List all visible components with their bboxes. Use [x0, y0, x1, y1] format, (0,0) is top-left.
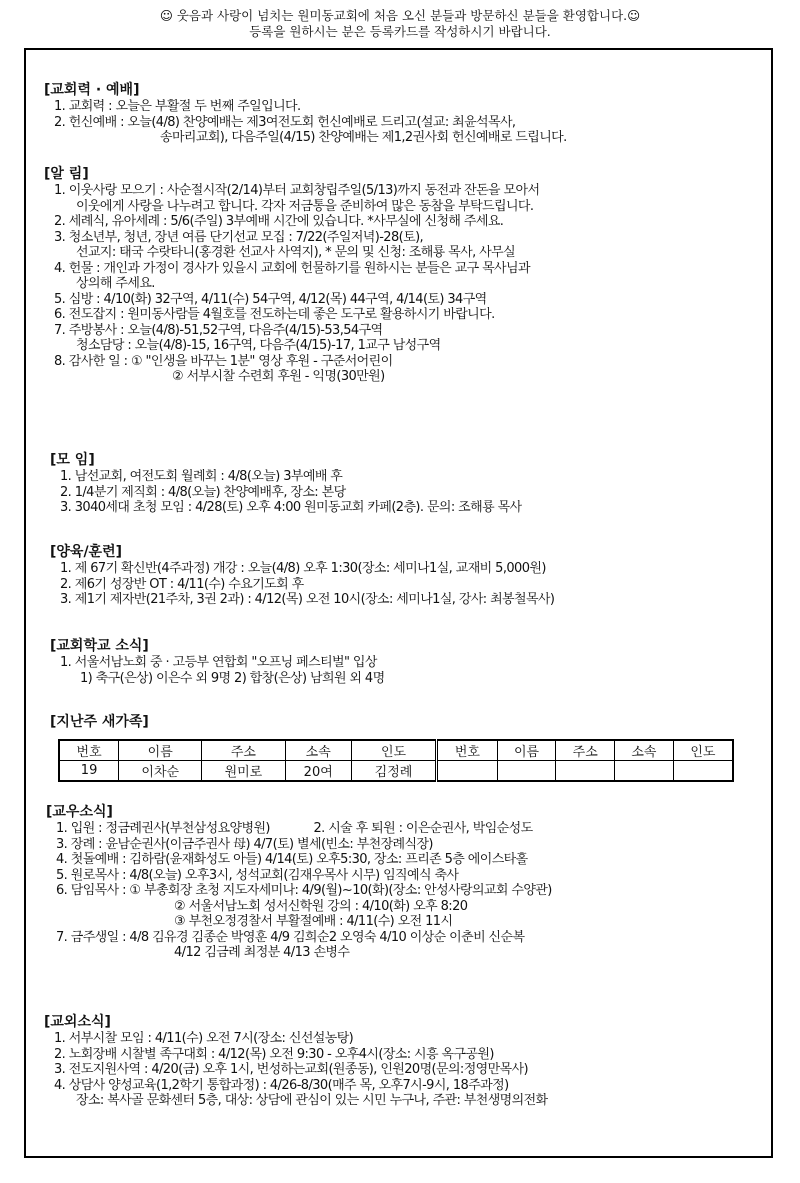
member-line: ③ 부천오정경찰서 부활절예배 : 4/11(수) 오전 11시	[174, 914, 453, 929]
hospital-note: 1. 입원 : 정금례권사(부천삼성요양병원)	[56, 821, 270, 836]
notice-line: 7. 주방봉사 : 오늘(4/8)-51,52구역, 다음주(4/15)-53,54구역	[54, 322, 383, 338]
table-cell	[673, 761, 733, 782]
section-new-family	[50, 714, 762, 782]
meeting-line: 3. 3040세대 초청 모임 : 4/28(토) 오후 4:00 원미동교회 카페(2층). 문의: 조해룡 목사	[60, 500, 522, 515]
section-title: [지난주 새가족]	[50, 714, 149, 730]
notice-line: 3. 청소년부, 청년, 장년 여름 단기선교 모집 : 7/22(주일저녁)-28(토),	[54, 229, 424, 245]
welcome-header	[0, 8, 800, 40]
notice-line: 2. 세례식, 유아세례 : 5/6(주일) 3부예배 시간에 있습니다. *사무실에 신청해 주세요.	[54, 214, 504, 229]
meeting-line: 1. 남선교회, 여전도회 월례회 : 4/8(오늘) 3부예배 후	[60, 469, 343, 484]
table-header-cell: 소속	[615, 740, 674, 761]
table-cell	[437, 761, 498, 782]
calendar-line: 2. 헌신예배 : 오늘(4/8) 찬양예배는 제3여전도회 헌신예배로 드리고(설교: 최윤석목사,	[54, 114, 516, 130]
table-header-row	[59, 740, 733, 761]
school-line: 1) 축구(은상) 이은수 외 9명 2) 합창(은상) 남희원 외 4명	[80, 670, 385, 686]
calendar-line: 송마리교회), 다음주일(4/15) 찬양예배는 제1,2권사회 헌신예배로 드립니다.	[160, 130, 567, 145]
member-line	[46, 821, 758, 837]
section-school	[50, 638, 762, 686]
table-header-cell: 주소	[202, 740, 285, 761]
table-cell: 김정례	[351, 761, 436, 782]
table-cell: 이차순	[119, 761, 202, 782]
meeting-line: 2. 1/4분기 제직회 : 4/8(오늘) 찬양예배후, 장소: 본당	[60, 484, 346, 500]
member-line: 7. 금주생일 : 4/8 김유경 김종순 박영훈 4/9 김희순2 오영숙 4/10 이상순 이춘비 신순복	[56, 929, 525, 945]
table-cell	[497, 761, 556, 782]
notice-line: ② 서부시찰 수련회 후원 - 익명(30만원)	[172, 369, 385, 384]
section-title: [양육/훈련]	[50, 544, 123, 560]
notice-line: 청소담당 : 오늘(4/8)-15, 16구역, 다음주(4/15)-17, 1교구 남성구역	[76, 338, 441, 353]
notice-line: 이웃에게 사랑을 나누려고 합니다. 각자 저금통을 준비하여 많은 동참을 부탁드립니다.	[76, 198, 534, 214]
external-line: 4. 상담사 양성교육(1,2학기 통합과정) : 4/26-8/30(매주 목, 오후7시-9시, 18주과정)	[54, 1077, 509, 1093]
section-title: [모 임]	[50, 452, 95, 468]
member-line: 3. 장례 : 윤남순권사(이금주권사 母) 4/7(토) 별세(빈소: 부천장례식장)	[56, 836, 433, 852]
external-line: 1. 서부시찰 모임 : 4/11(수) 오전 7시(장소: 신선설농탕)	[54, 1031, 354, 1046]
training-line: 2. 제6기 성장반 OT : 4/11(수) 수요기도회 후	[60, 576, 304, 592]
section-title: [교외소식]	[44, 1014, 111, 1030]
new-family-table	[58, 739, 734, 782]
table-row	[59, 761, 733, 782]
external-line: 2. 노회장배 시찰별 족구대회 : 4/12(목) 오전 9:30 - 오후4시(장소: 시흥 옥구공원)	[54, 1046, 494, 1062]
table-header-cell: 번호	[59, 740, 119, 761]
welcome-line: ☺ 웃음과 사랑이 넘치는 원미동교회에 처음 오신 분들과 방문하신 분들을 환영합니다.☺	[159, 8, 641, 23]
section-meetings	[50, 452, 762, 516]
notice-line: 5. 심방 : 4/10(화) 32구역, 4/11(수) 54구역, 4/12(목) 44구역, 4/14(토) 34구역	[54, 291, 487, 307]
table-header-cell: 번호	[437, 740, 498, 761]
table-cell: 20여	[285, 761, 351, 782]
section-title: [교회학교 소식]	[50, 638, 149, 654]
notice-line: 1. 이웃사랑 모으기 : 사순절시작(2/14)부터 교회창립주일(5/13)까지 동전과 잔돈을 모아서	[54, 183, 540, 198]
registration-line: 등록을 원하시는 분은 등록카드를 작성하시기 바랍니다.	[249, 24, 551, 39]
section-training	[50, 544, 762, 608]
table-cell	[615, 761, 674, 782]
table-header-cell: 소속	[285, 740, 351, 761]
table-header-cell: 인도	[351, 740, 436, 761]
section-calendar	[44, 82, 756, 146]
table-header-cell: 인도	[673, 740, 733, 761]
section-title: [교회력 · 예배]	[44, 82, 140, 98]
discharge-note: 2. 시술 후 퇴원 : 이은순권사, 박임순성도	[313, 821, 533, 836]
section-title: [교우소식]	[46, 804, 113, 820]
external-line: 장소: 복사골 문화센터 5층, 대상: 상담에 관심이 있는 시민 누구나, 주관: 부천생명의전화	[76, 1093, 548, 1108]
member-line: 4. 첫돌예배 : 김하람(윤재화성도 아들) 4/14(토) 오후5:30, 장소: 프리존 5층 에이스타홀	[56, 852, 528, 867]
calendar-line: 1. 교회력 : 오늘은 부활절 두 번째 주일입니다.	[54, 99, 301, 114]
member-line: 4/12 김금례 최정분 4/13 손병수	[174, 945, 350, 960]
external-line: 3. 전도지원사역 : 4/20(금) 오후 1시, 번성하는교회(원종동), 인원20명(문의:정영만목사)	[54, 1062, 528, 1077]
section-notices	[44, 166, 756, 385]
school-line: 1. 서울서남노회 중 · 고등부 연합회 "오프닝 페스티벌" 입상	[60, 655, 377, 670]
table-cell: 19	[59, 761, 119, 782]
table-cell	[556, 761, 615, 782]
member-line: 5. 원로목사 : 4/8(오늘) 오후3시, 성석교회(김재우목사 시무) 임직예식 축사	[56, 867, 459, 883]
table-cell: 원미로	[202, 761, 285, 782]
section-external	[44, 1014, 756, 1109]
table-header-cell: 이름	[119, 740, 202, 761]
notice-line: 8. 감사한 일 : ① "인생을 바꾸는 1분" 영상 후원 - 구준서어린이	[54, 353, 393, 369]
member-line: 6. 담임목사 : ① 부총회장 초청 지도자세미나: 4/9(월)~10(화)(장소: 안성사랑의교회 수양관)	[56, 883, 552, 898]
training-line: 1. 제 67기 확신반(4주과정) 개강 : 오늘(4/8) 오후 1:30(장소: 세미나1실, 교재비 5,000원)	[60, 561, 546, 576]
table-header-cell: 이름	[497, 740, 556, 761]
section-members	[46, 804, 758, 961]
bulletin-frame	[24, 48, 773, 1158]
training-line: 3. 제1기 제자반(21주차, 3권 2과) : 4/12(목) 오전 10시(장소: 세미나1실, 강사: 최봉철목사)	[60, 592, 555, 607]
notice-line: 4. 헌물 : 개인과 가정이 경사가 있을시 교회에 헌물하기를 원하시는 분들은 교구 목사님과	[54, 260, 530, 276]
table-header-cell: 주소	[556, 740, 615, 761]
notice-line: 상의해 주세요.	[76, 276, 155, 291]
section-title: [알 림]	[44, 166, 89, 182]
notice-line: 6. 전도잡지 : 원미동사람들 4월호를 전도하는데 좋은 도구로 활용하시기 바랍니다.	[54, 307, 495, 322]
notice-line: 선교지: 태국 수랏타니(홍경환 선교사 사역지), * 문의 및 신청: 조해룡 목사, 사무실	[76, 245, 516, 260]
member-line: ② 서울서남노회 성서신학원 강의 : 4/10(화) 오후 8:20	[174, 898, 468, 914]
